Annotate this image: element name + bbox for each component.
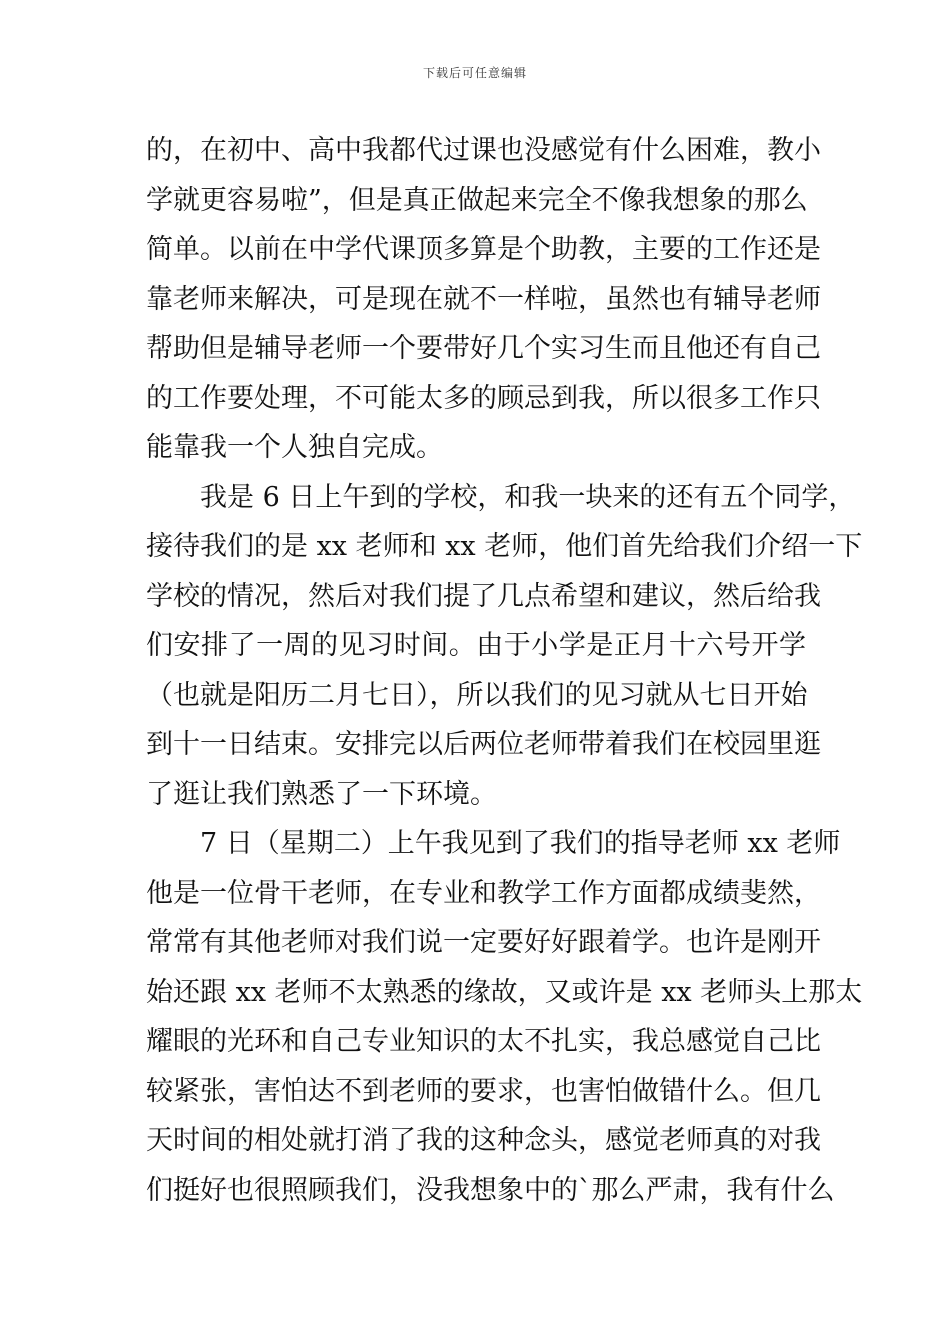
text-line: 天时间的相处就打消了我的这种念头，感觉老师真的对我 — [146, 1125, 821, 1156]
text-line: 的工作要处理，不可能太多的顾忌到我，所以很多工作只 — [146, 382, 821, 414]
paragraph — [146, 473, 863, 820]
text-line: 7 日（星期二）上午我见到了我们的指导老师 xx 老师 — [200, 828, 841, 859]
text-line: 我是 6 日上午到的学校，和我一块来的还有五个同学， — [200, 481, 856, 513]
text-line: 了逛让我们熟悉了一下环境。 — [146, 778, 497, 810]
text-line: 始还跟 xx 老师不太熟悉的缘故，又或许是 xx 老师头上那太 — [146, 976, 863, 1008]
text-line: （也就是阳历二月七日），所以我们的见习就从七日开始 — [146, 679, 808, 711]
text-line: 靠老师来解决，可是现在就不一样啦，虽然也有辅导老师 — [146, 283, 821, 315]
paragraph — [146, 126, 821, 473]
text-line: 学就更容易啦”，但是真正做起来完全不像我想象的那么 — [146, 184, 808, 216]
text-line: 帮助但是辅导老师一个要带好几个实习生而且他还有自己 — [146, 333, 821, 364]
text-line: 们安排了一周的见习时间。由于小学是正月十六号开学 — [146, 630, 806, 661]
page-header-note: 下载后可任意编辑 — [422, 66, 527, 80]
text-line: 常常有其他老师对我们说一定要好好跟着学。也许是刚开 — [146, 927, 821, 958]
text-line: 能靠我一个人独自完成。 — [146, 432, 443, 463]
text-line: 们挺好也很照顾我们，没我想象中的`那么严肃，我有什么 — [146, 1174, 835, 1206]
text-line: 接待我们的是 xx 老师和 xx 老师，他们首先给我们介绍一下 — [146, 531, 863, 562]
text-line: 到十一日结束。安排完以后两位老师带着我们在校园里逛 — [146, 729, 821, 760]
text-line: 学校的情况，然后对我们提了几点希望和建议，然后给我 — [146, 580, 821, 612]
text-line: 较紧张，害怕达不到老师的要求，也害怕做错什么。但几 — [146, 1075, 821, 1107]
text-line: 耀眼的光环和自己专业知识的太不扎实，我总感觉自己比 — [146, 1026, 821, 1057]
document-body — [146, 126, 863, 1215]
text-line: 简单。以前在中学代课顶多算是个助教，主要的工作还是 — [146, 234, 821, 265]
paragraph — [146, 819, 863, 1215]
text-line: 的，在初中、高中我都代过课也没感觉有什么困难，教小 — [146, 135, 821, 166]
text-line: 他是一位骨干老师，在专业和教学工作方面都成绩斐然， — [146, 877, 821, 909]
